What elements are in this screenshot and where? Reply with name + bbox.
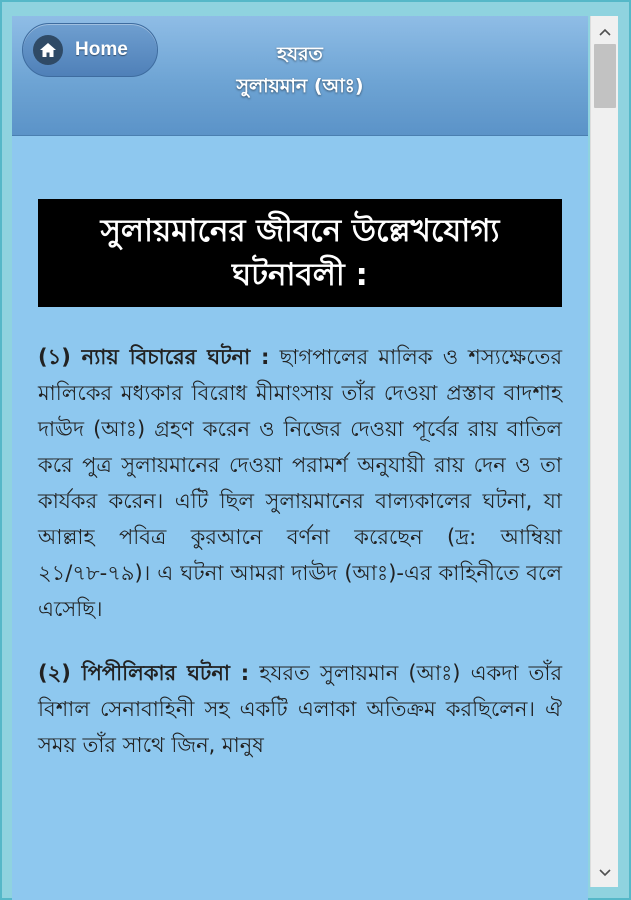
- chevron-down-icon[interactable]: [591, 861, 619, 885]
- paragraph-lead: (১) ন্যায় বিচারের ঘটনা :: [38, 345, 270, 369]
- paragraph-text: হযরত সুলায়মান (আঃ) একদা তাঁর বিশাল সেনাবাহিনী সহ একটি এলাকা অতিক্রম করছিলেন। ঐ সময় তাঁর সাথে জিন, মানুষ: [38, 661, 562, 757]
- paragraph-lead: (২) পিপীলিকার ঘটনা :: [38, 661, 250, 685]
- paragraph-text: ছাগপালের মালিক ও শস্যক্ষেতের মালিকের মধ্যকার বিরোধ মীমাংসায় তাঁর দেওয়া প্রস্তাব বাদশাহ দাঊদ (আঃ) গ্রহণ করেন ও নিজের দেওয়া পূর্বের রায় বাতিল করে পুত্র সুলায়মানের দেওয়া পরামর্শ অনুযায়ী রায় দেন ও তা কার্যকর করেন। এটি ছিল সুলায়মানের বাল্যকালের ঘটনা, যা আল্লাহ পবিত্র কুরআনে বর্ণনা করেছেন (দ্র: আম্বিয়া ২১/৭৮-৭৯)। এ ঘটনা আমরা দাঊদ (আঃ)-এর কাহিনীতে বলে এসেছি।: [38, 345, 562, 621]
- page-header: [12, 16, 588, 136]
- vertical-scrollbar[interactable]: [590, 16, 618, 887]
- article-paragraph: [38, 339, 562, 627]
- page-title: [172, 38, 428, 102]
- chevron-up-icon[interactable]: [591, 20, 619, 44]
- section-heading: সুলায়মানের জীবনে উল্লেখযোগ্য ঘটনাবলী :: [38, 199, 562, 307]
- article-paragraph: [38, 655, 562, 763]
- home-button-label: Home: [75, 39, 128, 60]
- scrollbar-thumb[interactable]: [594, 44, 616, 108]
- home-button[interactable]: [22, 23, 158, 77]
- content-viewport: [12, 16, 588, 900]
- page-title-line-1: হযরত: [277, 43, 323, 65]
- home-icon: [33, 35, 63, 65]
- article-content: [12, 137, 588, 900]
- page-title-line-2: সুলায়মান (আঃ): [236, 75, 364, 97]
